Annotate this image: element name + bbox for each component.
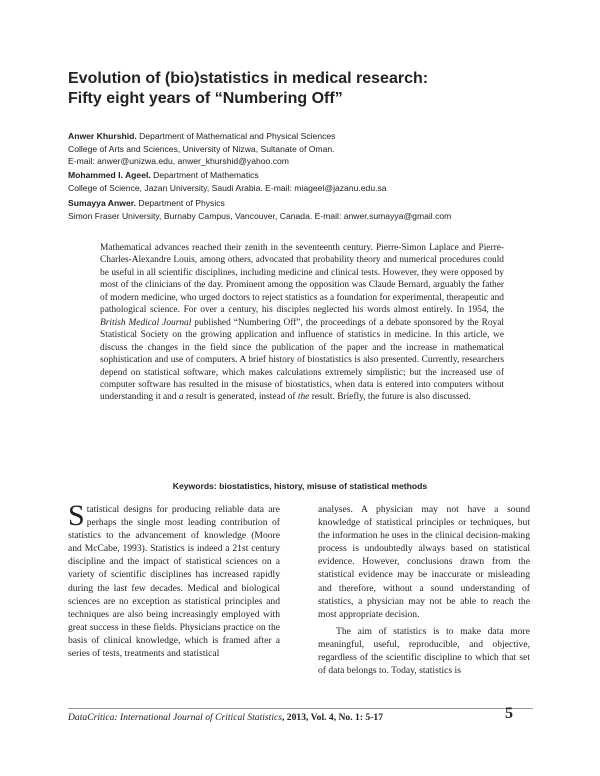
author-department: Department of Physics [136,198,225,208]
footer-citation [68,712,383,723]
author-block-1 [68,130,538,168]
author-name: Mohammed I. Ageel. [68,170,151,180]
title-line-2: Fifty eight years of “Numbering Off” [68,90,343,107]
abstract-text: published “Numbering Off”, the proceedings of a debate sponsored by the Royal Statistical Society on the growing application and influence of statistics in medicine. In this article, we discuss the changes in the field since the publication of the paper and the increase in mathematical sophistication and use of computers. A brief history of biostatistics is also presented. Currently, researchers depend on statistical software, which makes calculations extremely simplistic; but the increased use of computer software has resulted in the misuse of biostatistics, when data is entered into computers without understanding it and [100,317,505,403]
footer-journal: DataCritica: International Journal of Critical Statistics [68,712,282,723]
author-affiliation: College of Arts and Sciences, University of Nizwa, Sultanate of Oman. [68,143,335,154]
footer-divider [68,708,533,709]
paper-title [68,69,538,109]
emphasis-a: a [178,392,184,403]
body-paragraph: analyses. A physician may not have a sound knowledge of statistical principles or techniques, but the information he uses in the clinical decision-making process is undoubtedly always based on statistical evidence. However, conclusions drawn from the statistical evidence may be inaccurate or misleading and therefore, without a sound understanding of statistics, a physician may not be able to reach the most appropriate decision. [318,504,530,620]
author-department: Department of Mathematical and Physical Sciences [136,131,336,141]
emphasis-the: the [297,392,310,403]
body-text: tatistical designs for producing reliable data are perhaps the single most leading contribution of statistics to the advancement of knowledge (Moore and McCabe, 1993). Statistics is indeed a 21st century discipline and the impact of statistical sciences on a variety of scientific disciplines has increased rapidly during the last few decades. Medical and biological sciences are no exception as statistical principles and techniques are also being increasingly employed with great success in these fields. Physicians practice on the basis of clinical knowledge, which is framed after a series of tests, treatments and statistical [68,504,280,660]
abstract-text: result. Briefly, the future is also discussed. [309,392,471,403]
abstract [100,242,504,404]
author-block-3 [68,197,538,222]
journal-name: British Medical Journal [100,317,192,328]
title-line-1: Evolution of (bio)statistics in medical research: [68,70,429,87]
body-column-left [68,499,280,660]
page-number: 5 [505,705,513,722]
author-name: Anwer Khurshid. [68,131,137,141]
author-email: E-mail: anwer@unizwa.edu, anwer_khurshid@yahoo.com [68,156,289,167]
body-column-right [318,503,530,677]
author-affiliation: Simon Fraser University, Burnaby Campus, Vancouver, Canada. E-mail: anwer.sumayya@gmail.com [68,210,452,221]
abstract-text: result is generated, instead of [183,392,298,403]
abstract-text: Mathematical advances reached their zenith in the seventeenth century. Pierre-Simon Laplace and Pierre-Charles-Alexandre Louis, among others, advocated that probability theory and numerical procedures could be useful in all scientific disciplines, including medicine and clinical tests. However, they were opposed by most of the clinicians of the day. Prominent among the opposition was Claude Bernard, arguably the father of modern medicine, who urged doctors to reject statistics as a foundation for experimental, therapeutic and pathological science. For over a century, his disciples neglected his words almost entirely. In 1954, the [100,243,504,316]
drop-cap: S [68,499,85,532]
author-affiliation: College of Science, Jazan University, Saudi Arabia. E-mail: miageel@jazanu.edu.sa [68,182,387,193]
footer-details: , 2013, Vol. 4, No. 1: 5-17 [282,712,384,723]
author-department: Department of Mathematics [150,170,259,180]
keywords: Keywords: biostatistics, history, misuse of statistical methods [172,481,428,491]
author-name: Sumayya Anwer. [68,198,136,208]
author-block-2 [68,169,538,194]
body-paragraph: The aim of statistics is to make data more meaningful, useful, reproducible, and objective, regardless of the scientific discipline to which that set of data belongs to. Today, statistics is [318,625,530,677]
